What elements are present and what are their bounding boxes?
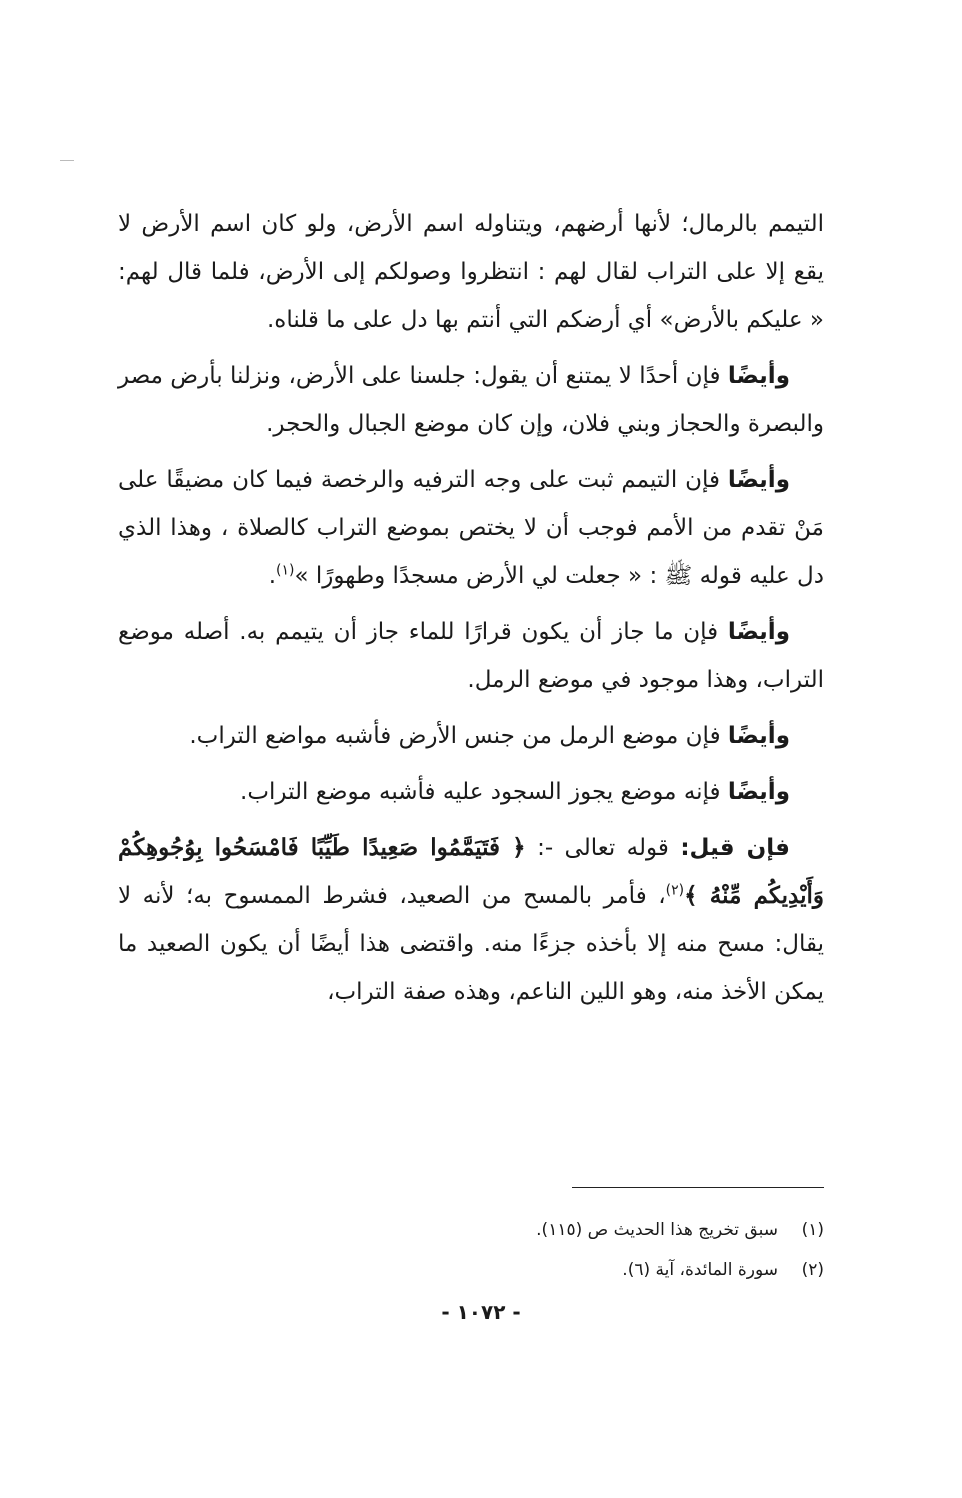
paragraph-text: فإن موضع الرمل من جنس الأرض فأشبه مواضع التراب. (189, 723, 728, 749)
footnote-text: سورة المائدة، آية (٦). (622, 1260, 778, 1280)
paragraph-lead: وأيضًا (727, 467, 790, 493)
footnote-separator (572, 1187, 824, 1188)
footnote-item (324, 1258, 824, 1282)
paragraph-text: فإن التيمم ثبت على وجه الترفيه والرخصة فيما كان مضيقًا على مَنْ تقدم من الأمم فوجب أن لا يختص بموضع التراب كالصلاة ، وهذا الذي دل عليه قوله ﷺ : « جعلت لي الأرض مسجدًا وطهورًا » (118, 467, 824, 589)
paragraph-6 (118, 768, 824, 816)
footnote-text: سبق تخريج هذا الحديث ص (١١٥). (536, 1220, 778, 1240)
paragraph-tail: . (268, 563, 276, 589)
paragraph-text: فإن ما جاز أن يكون قرارًا للماء جاز أن يتيمم به. أصله موضع التراب، وهذا موجود في موضع الرمل. (118, 619, 824, 693)
footnote-number: (٢) (801, 1260, 824, 1280)
paragraph-4 (118, 608, 824, 704)
paragraph-text: التيمم بالرمال؛ لأنها أرضهم، ويتناوله اسم الأرض، ولو كان اسم الأرض لا يقع إلا على التراب لقال لهم : انتظروا وصولكم إلى الأرض، فلما قال لهم: « عليكم بالأرض» أي أرضكم التي أنتم بها دل على ما قلناه. (118, 211, 824, 333)
paragraph-pre: قوله تعالى -: (525, 835, 681, 861)
paragraph-1 (118, 200, 824, 344)
quran-verse: ﴿ فَتَيَمَّمُوا صَعِيدًا طَيِّبًا فَامْسَحُوا بِوُجُوهِكُمْ وَأَيْدِيكُم مِّنْهُ ﴾ (118, 834, 824, 909)
footnote-ref: (١) (276, 562, 295, 579)
scan-artifact (60, 160, 74, 161)
paragraph-lead: وأيضًا (727, 723, 790, 749)
paragraph-2 (118, 352, 824, 448)
page-number: - ١٠٧٢ - (441, 1300, 521, 1324)
paragraph-text: ، فأمر بالمسح من الصعيد، فشرط الممسوح به؛ لأنه لا يقال: مسح منه إلا بأخذه جزءًا منه. واقتضى هذا أيضًا أن يكون الصعيد ما يمكن الأخذ منه، وهو اللين الناعم، وهذه صفة التراب، (118, 883, 824, 1005)
paragraph-lead: وأيضًا (727, 363, 790, 389)
paragraph-lead: وأيضًا (727, 619, 790, 645)
paragraph-3 (118, 456, 824, 600)
paragraph-lead: وأيضًا (727, 779, 790, 805)
main-text (118, 200, 824, 1024)
footnotes (324, 1218, 824, 1298)
footnote-item (324, 1218, 824, 1242)
paragraph-text: فإن أحدًا لا يمتنع أن يقول: جلسنا على الأرض، ونزلنا بأرض مصر والبصرة والحجاز وبني فلان، وإن كان موضع الجبال والحجر. (118, 363, 824, 437)
paragraph-7 (118, 824, 824, 1016)
paragraph-lead: فإن قيل: (680, 835, 790, 861)
paragraph-5 (118, 712, 824, 760)
footnote-ref: (٢) (665, 882, 685, 899)
footnote-number: (١) (801, 1220, 824, 1240)
paragraph-text: فإنه موضع يجوز السجود عليه فأشبه موضع التراب. (240, 779, 728, 805)
